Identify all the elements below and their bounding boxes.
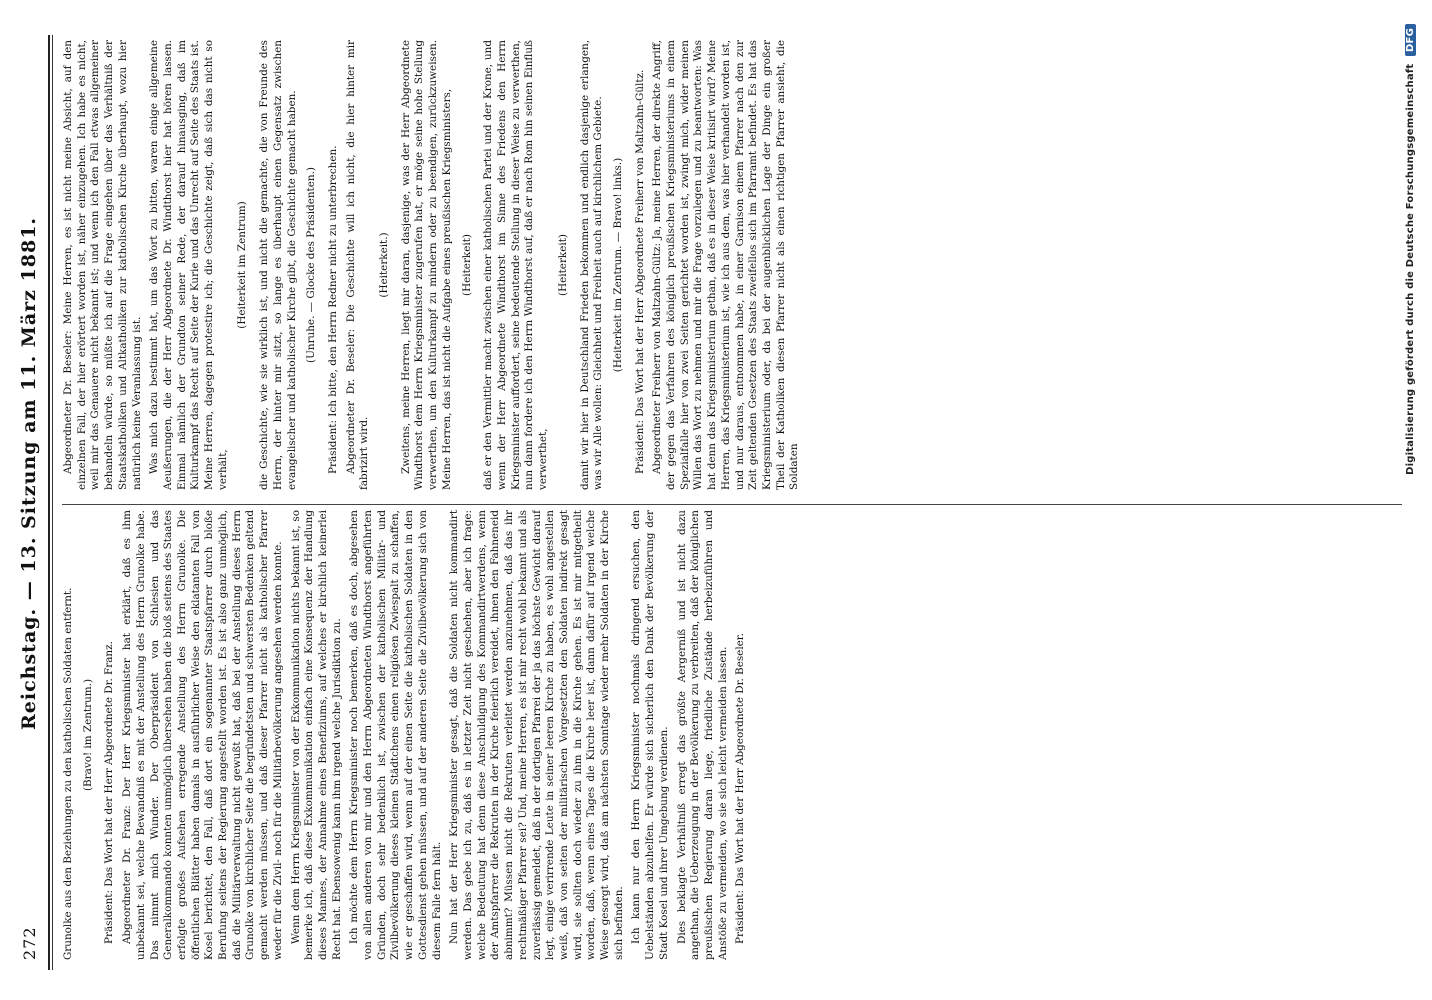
paragraph: Präsident: Das Wort hat der Herr Abgeordnete Freiherr von Maltzahn-Gültz. — [633, 69, 646, 474]
paragraph: (Heiterkeit.) — [378, 232, 391, 298]
paragraph: Abgeordneter Dr. Beseler: Meine Herren, es ist nicht meine Absicht, auf den einzelnen Fall, der hier erörtert worden ist, näher einzugehen. Ich habe es nicht, weil mir das Genauere nicht bekannt ist; und wenn ich den Fall etwas allgemeiner behandeln würde, so müßte ich auf die Frage eingehen über das Verhältniß der Staatskatholiken und Altkatholiken zur katholischen Kirche überhaupt, wozu hier natürlich keine Veranlassung ist. — [62, 40, 143, 490]
paragraph: Dies beklagte Verhältniß erregt das größte Aergerniß und ist nicht dazu angethan, die Ueberzeugung in der Bevölkerung zu verbreiten, daß der königlichen preußischen Regierung daran liege, friedliche Zustände herbeizuführen und Anstöße zu vermeiden, wo sie sich leicht vermeiden lassen. — [675, 510, 729, 960]
paragraph: (Bravo! im Zentrum.) — [81, 678, 94, 792]
paragraph: Präsident: Das Wort hat der Herr Abgeordnete Dr. Franz. — [103, 641, 116, 944]
paragraph: Was mich dazu bestimmt hat, um das Wort zu bitten, waren einige allgemeine Aeußerungen, die der Herr Abgeordnete Dr. Windthorst hier hat hören lassen. Einmal nämlich der Grundton seiner Rede, der darauf hinausging, daß im Kulturkampf das Recht auf Seite der Kurie und das Unrecht auf Seite des Staats ist. Meine Herren, dagegen protestire ich; die Geschichte zeigt, daß sich das nicht so verhält, — [148, 40, 229, 490]
left-column — [62, 510, 1422, 960]
header-rule — [48, 35, 50, 970]
page-header — [10, 40, 46, 960]
page-title: Reichstag. — 13. Sitzung am 11. März 1881. — [18, 216, 40, 730]
paragraph: Abgeordneter Dr. Franz: Der Herr Kriegsminister hat erklärt, daß es ihm unbekannt sei, welche Bewandniß es mit der Anstellung des Herrn Grunolke habe. Das nimmt mich Wunder. Der Oberpräsident von Schlesien und das Generalkommando konnten unmöglich übersehen haben die bloß seitens des Staates erfolgte großes Aufsehen erregende Anstellung des Herrn Grunolke. Die öffentlichen Blätter haben damals in ausführlicher Weise den eklatanten Fall von Kosel berichtet, den Fall, daß dort ein sogenannter Staatspfarrer durch bloße Berufung seitens der Regierung angestellt worden ist. Es ist also ganz unmöglich, daß die Militärverwaltung nicht gewußt hat, daß bei der Anstellung dieses Herrn Grunolke von kirchlicher Seite die begründetsten und schwersten Bedenken geltend gemacht werden müssen, und daß dieser Pfarrer nicht als katholischer Pfarrer weder für die Zivil- noch für die Militärbevölkerung angesehen werden konnte. — [121, 510, 284, 960]
paragraph: Wenn dem Herrn Kriegsminister von der Exkommunikation nichts bekannt ist, so bemerke ich, daß diese Exkommunikation einfach eine Konsequenz der Handlung dieses Mannes, der Annahme eines Benefiziums, auf welches er kirchlich keinerlei Recht hat. Ebensowenig kann ihm irgend welche Jurisdiktion zu. — [289, 510, 343, 960]
paragraph: (Heiterkeit im Zentrum. — Bravo! links.) — [611, 157, 624, 373]
paragraph: Nun hat der Herr Kriegsminister gesagt, daß die Soldaten nicht kommandirt werden. Das gebe ich zu, daß es in letzter Zeit nicht geschehen, aber ich frage: welche Bedeutung hat denn diese Anschuldigung des Kommandirtwerdens, wenn der Amtspfarrer die Rekruten in der Kirche feierlich vereidet, ihnen den Fahneneid abnimmt? Müssen nicht die Rekruten verleitet werden anzunehmen, daß das ihr rechtmäßiger Pfarrer sei? Und, meine Herren, es ist mir recht wohl bekannt und als zuverlässig gemeldet, daß in der dortigen Pfarrei der ja das höchste Gewicht darauf legt, einige verirrende Leute in seiner leeren Kirche zu haben, es wohl angestellen weiß, daß von seiten der militärischen Vorgesetzten den Soldaten indirekt gesagt wird, sie sollten doch wieder zu ihm in die Kirche gehen. Es ist mir mitgetheilt worden, daß, wenn eines Tages die Kirche leer ist, dann dafür auf irgend welche Weise gesorgt wird, daß am nächsten Sonntage wieder mehr Soldaten in der Kirche sich befinden. — [448, 510, 625, 960]
footer-text: Digitalisierung gefördert durch die Deutsche Forschungsgemeinschaft — [1405, 63, 1416, 475]
paragraph: Abgeordneter Dr. Beseler: Die Geschichte will ich nicht, die hier hinter mir fabrizirt wird. — [344, 40, 371, 490]
paragraph: (Heiterkeit) — [556, 234, 569, 296]
paragraph: Ich kann nur den Herrn Kriegsminister nochmals dringend ersuchen, den Uebelständen abzuhelfen. Er würde sich sicherlich den Dank der Bevölkerung der Stadt Kosel und ihrer Umgebung verdienen. — [630, 510, 670, 960]
header-rule-thin — [52, 35, 53, 970]
paragraph: Ich möchte dem Herrn Kriegsminister noch bemerken, daß es doch, abgesehen von allen anderen von mir und den Herrn Abgeordneten Windthorst angeführten Gründen, doch sehr bedenklich ist, zwischen der katholischen Militär- und Zivilbevölkerung dieses kleinen Städtchens einen religiösen Zwiespalt zu schaffen, wie er geschaffen wird, wenn auf der einen Seite die katholischen Soldaten in den Gottesdienst gehen müssen, und auf der anderen Seite die Zivilbevölkerung sich von diesem Falle fern hält. — [348, 510, 443, 960]
paragraph: Zweitens, meine Herren, liegt mir daran, dasjenige, was der Herr Abgeordnete Windthorst dem Herrn Kriegsminister zugerufen hat, er möge seine hohe Stellung verwerthen, um den Kulturkampf zu mindern oder zu beendigen, zurückzuweisen. Meine Herren, das ist nicht die Aufgabe eines preußischen Kriegsministers, — [399, 40, 453, 490]
column-divider — [62, 504, 1402, 505]
paragraph: die Geschichte, wie sie wirklich ist, und nicht die gemachte, die von Freunde des Herrn, der hinter mir sitzt, so lange es überhaupt einen Gegensatz zwischen evangelischer und katholischer Kirche gibt, die Geschichte gemacht haben. — [258, 40, 298, 490]
paragraph: Abgeordneter Freiherr von Maltzahn-Gültz: Ja, meine Herren, der direkte Angriff, der gegen das Verfahren des königlich preußischen Kriegsministeriums in einem Spezialfalle hier von zwei Seiten gerichtet worden ist, zwingt mich, wider meinen Willen das Wort zu nehmen und mir die Frage vorzulegen und zu beantworten: Was hat denn das Kriegsministerium gethan, daß es in dieser Weise kritisirt wird? Meine Herren, das Kriegsministerium ist, wie ich aus dem, was hier verhandelt worden ist, und nur daraus, entnommen habe, in einer Garnison einem Pfarrer nach den zur Zeit geltenden Gesetzen des Staats zweifellos sich im Pfarramt befindet. Es hat das Kriegsministerium oder, da bei der augenblicklichen Lage der Dinge ein großer Theil der Katholiken diesen Pfarrer nicht als einen richtigen Pfarrer ansieht, die Soldaten — [651, 40, 801, 490]
page-number: 272 — [20, 926, 39, 960]
paragraph: (Heiterkeit im Zentrum) — [236, 201, 249, 329]
paragraph: (Unruhe. — Glocke des Präsidenten.) — [305, 167, 318, 363]
paragraph: (Heiterkeit) — [460, 234, 473, 296]
paragraph: Grunolke aus den Beziehungen zu den katholischen Soldaten entfernt. — [62, 587, 74, 960]
footer-credit — [1405, 0, 1429, 1000]
right-column — [62, 40, 1422, 490]
paragraph: daß er den Vermittler macht zwischen einer katholischen Partei und der Krone, und wenn der Herr Abgeordnete Windthorst im Sinne des Friedens den Herrn Kriegsminister auffordert, seine bedeutende Stellung in dieser Weise zu verwerthen, nun dann fordere ich den Herrn Windthorst auf, daß er nach Rom hin seinen Einfluß verwerthet, — [482, 40, 550, 490]
paragraph: damit wir hier in Deutschland Frieden bekommen und endlich dasjenige erlangen, was wir Alle wollen: Gleichheit und Freiheit auch auf kirchlichem Gebiete. — [578, 40, 605, 490]
paragraph: Präsident: Das Wort hat der Herr Abgeordnete Dr. Beseler. — [734, 633, 747, 944]
dfg-logo: DFG — [1405, 24, 1416, 56]
paragraph: Präsident: Ich bitte, den Herrn Redner nicht zu unterbrechen. — [326, 145, 339, 474]
